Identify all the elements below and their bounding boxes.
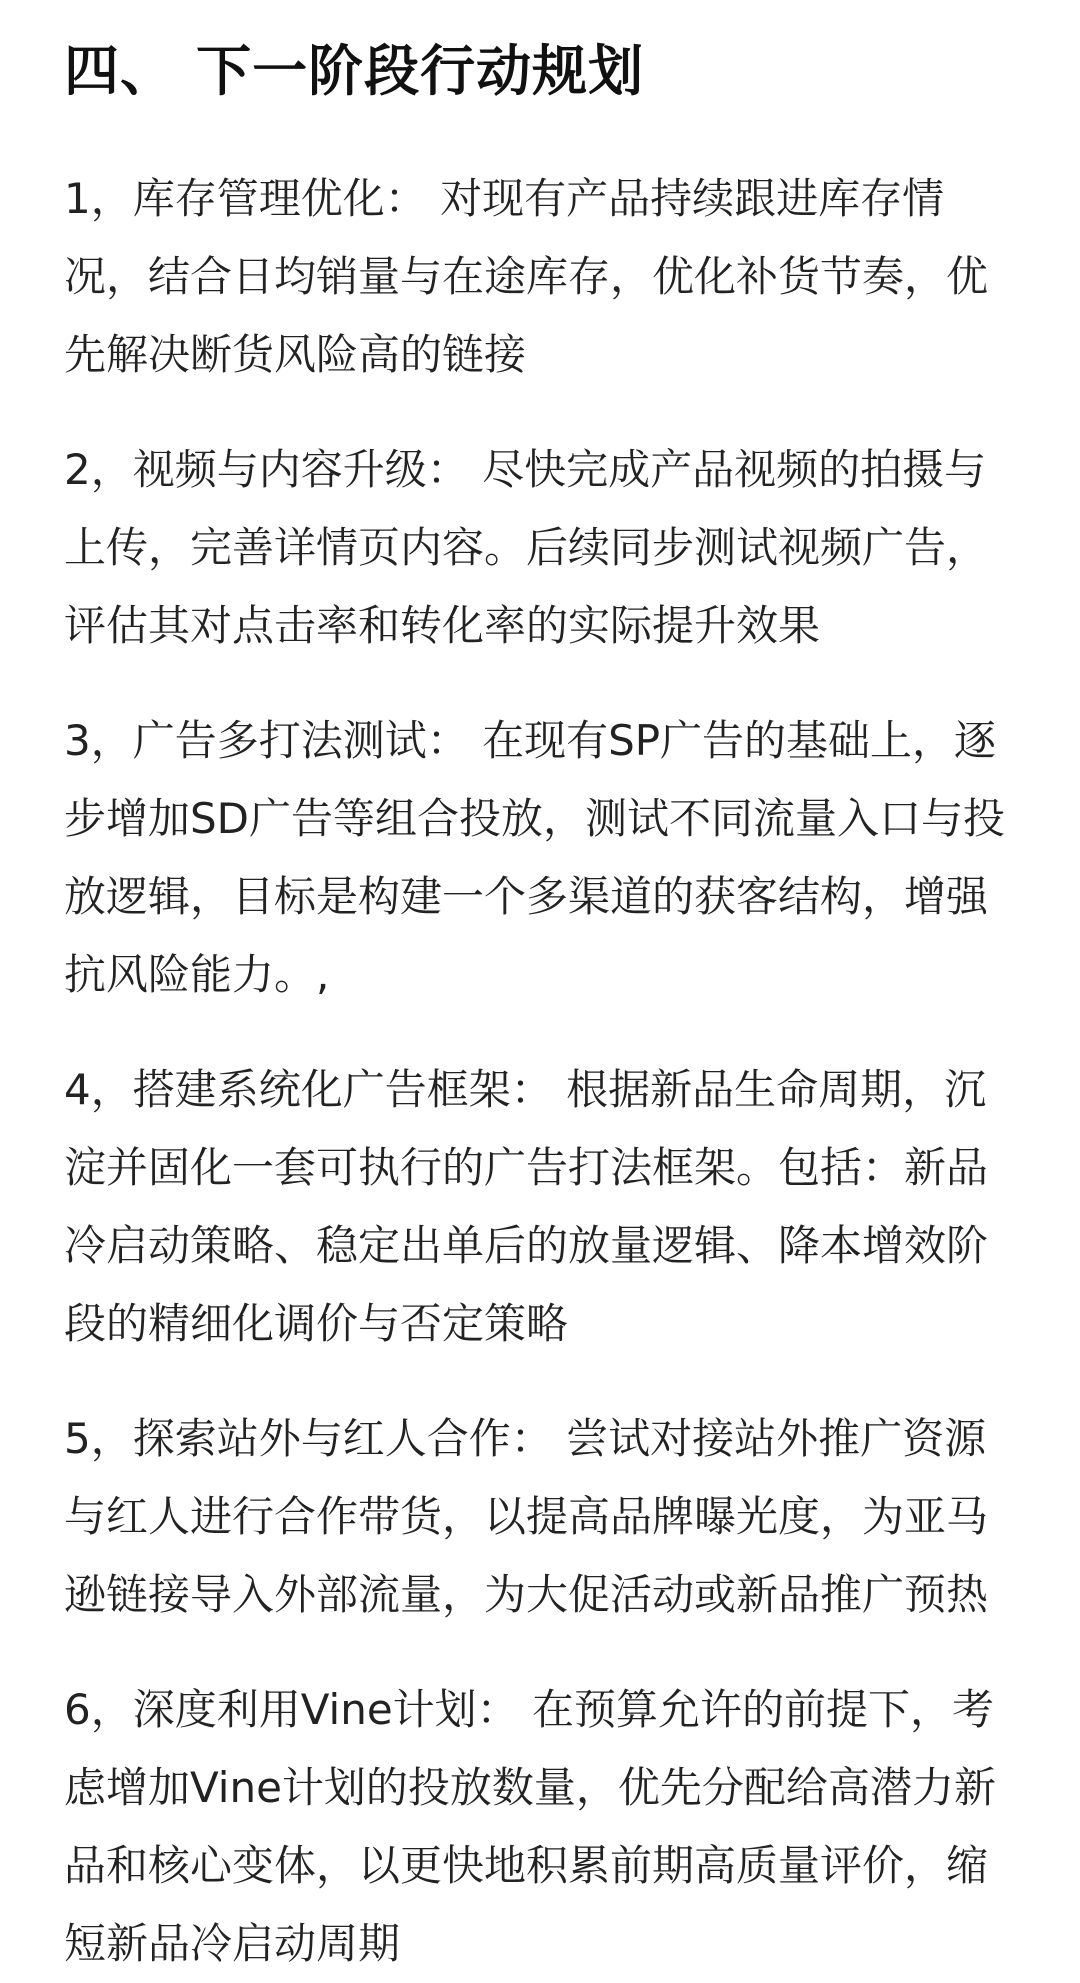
action-item-inventory — [64, 160, 1024, 394]
text-line: 评估其对点击率和转化率的实际提升效果 — [64, 601, 821, 650]
action-item-ad-framework — [64, 1051, 1024, 1363]
text-line: 冷启动策略、稳定出单后的放量逻辑、降本增效阶 — [64, 1221, 989, 1270]
text-line: 短新品冷启动周期 — [64, 1919, 401, 1968]
text-line: 3，广告多打法测试： 在现有SP广告的基础上，逐 — [64, 716, 997, 765]
text-line: 品和核心变体，以更快地积累前期高质量评价，缩 — [64, 1841, 989, 1890]
action-item-ad-testing — [64, 702, 1024, 1014]
text-line: 步增加SD广告等组合投放，测试不同流量入口与投 — [64, 794, 1006, 843]
text-line: 2，视频与内容升级： 尽快完成产品视频的拍摄与 — [64, 445, 987, 494]
text-line: 上传，完善详情页内容。后续同步测试视频广告， — [64, 523, 989, 572]
text-line: 淀并固化一套可执行的广告打法框架。包括：新品 — [64, 1143, 989, 1192]
text-line: 虑增加Vine计划的投放数量，优先分配给高潜力新 — [64, 1763, 996, 1812]
text-line: 放逻辑，目标是构建一个多渠道的获客结构，增强 — [64, 872, 989, 921]
action-plan-list — [64, 160, 1024, 1983]
text-line: 5，探索站外与红人合作： 尝试对接站外推广资源 — [64, 1414, 987, 1463]
text-line: 段的精细化调价与否定策略 — [64, 1299, 569, 1348]
text-line: 先解决断货风险高的链接 — [64, 330, 527, 379]
text-line: 抗风险能力。, — [64, 950, 330, 999]
section-heading: 四、 下一阶段行动规划 — [64, 39, 645, 103]
text-line: 与红人进行合作带货，以提高品牌曝光度，为亚马 — [64, 1492, 989, 1541]
action-item-offsite-influencer — [64, 1400, 1024, 1634]
text-line: 6，深度利用Vine计划： 在预算允许的前提下，考 — [64, 1685, 995, 1734]
action-item-video-content — [64, 431, 1024, 665]
document-page — [64, 34, 1024, 1983]
action-item-vine-program — [64, 1671, 1024, 1983]
text-line: 逊链接导入外部流量，为大促活动或新品推广预热 — [64, 1570, 989, 1619]
text-line: 4，搭建系统化广告框架： 根据新品生命周期，沉 — [64, 1065, 987, 1114]
text-line: 况，结合日均销量与在途库存，优化补货节奏，优 — [64, 252, 989, 301]
text-line: 1，库存管理优化： 对现有产品持续跟进库存情 — [64, 174, 945, 223]
